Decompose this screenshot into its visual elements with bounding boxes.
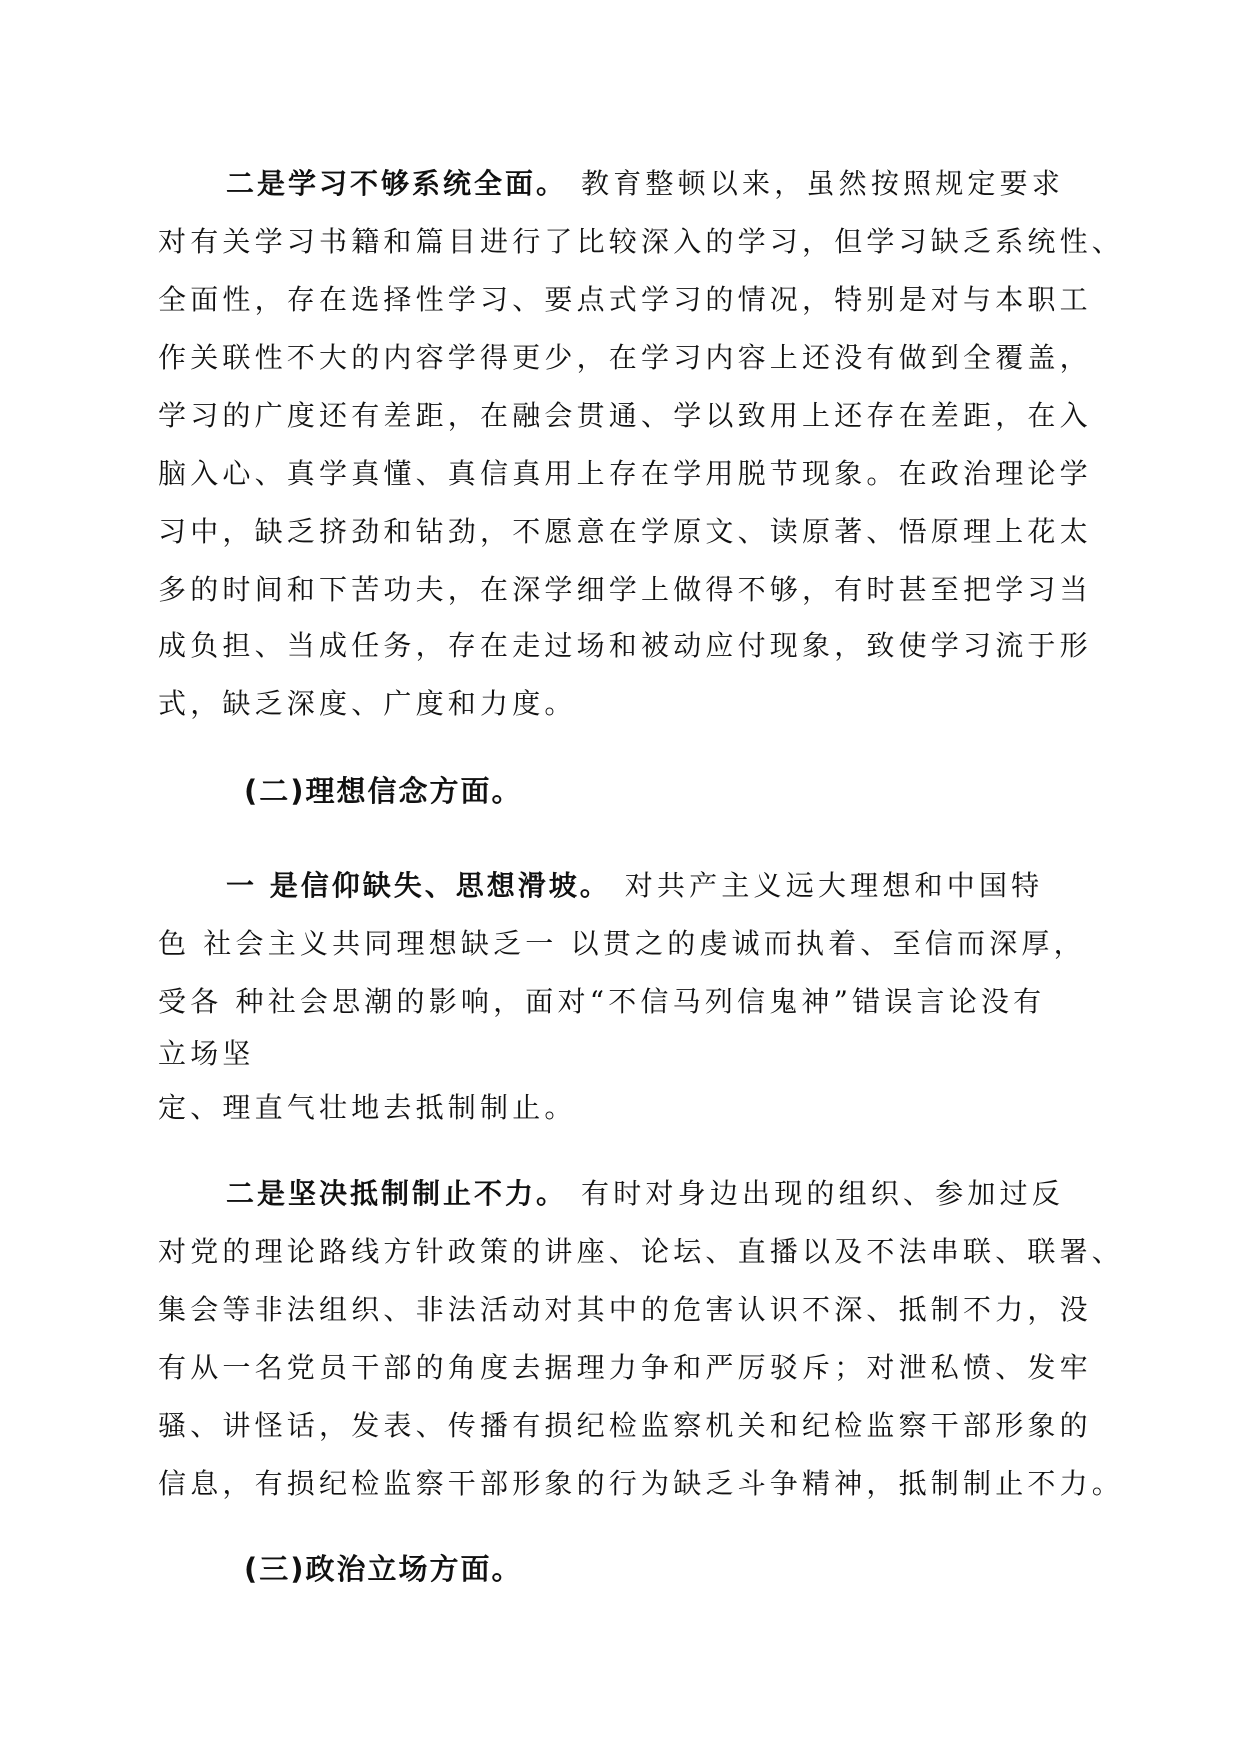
paragraph-study-line-6: 脑入心、真学真懂、真信真用上存在学用脱节现象。在政治理论学 [158, 457, 1092, 490]
paragraph-resist-line-1 [226, 1176, 1064, 1212]
section-heading-ideals: (二)理想信念方面。 [244, 774, 523, 808]
paragraph-study-text: 教育整顿以来，虽然按照规定要求 [581, 167, 1065, 200]
paragraph-belief-text: 对共产主义远大理想和中国特 [624, 869, 1044, 902]
paragraph-resist-text: 有时对身边出现的组织、参加过反 [581, 1177, 1065, 1210]
paragraph-study-line-1 [226, 166, 1064, 202]
paragraph-study-line-2: 对有关学习书籍和篇目进行了比较深入的学习，但学习缺乏系统性、 [158, 225, 1125, 258]
section-heading-political-stance: (三)政治立场方面。 [244, 1552, 523, 1586]
paragraph-study-line-3: 全面性，存在选择性学习、要点式学习的情况，特别是对与本职工 [158, 283, 1092, 316]
paragraph-resist-line-6: 信息，有损纪检监察干部形象的行为缺乏斗争精神，抵制制止不力。 [158, 1467, 1125, 1500]
paragraph-resist-line-5: 骚、讲怪话，发表、传播有损纪检监察机关和纪检监察干部形象的 [158, 1409, 1092, 1442]
paragraph-study-line-10: 式，缺乏深度、广度和力度。 [158, 687, 577, 720]
paragraph-study-line-4: 作关联性不大的内容学得更少，在学习内容上还没有做到全覆盖， [158, 341, 1092, 374]
paragraph-resist-line-3: 集会等非法组织、非法活动对其中的危害认识不深、抵制不力，没 [158, 1293, 1092, 1326]
paragraph-belief-lead: 一 是信仰缺失、思想滑坡。 [226, 869, 611, 902]
paragraph-belief-line-3: 受各 种社会思潮的影响，面对“不信马列信鬼神”错误言论没有 [158, 985, 1046, 1018]
paragraph-study-line-9: 成负担、当成任务，存在走过场和被动应付现象，致使学习流于形 [158, 629, 1092, 662]
paragraph-resist-line-2: 对党的理论路线方针政策的讲座、论坛、直播以及不法串联、联署、 [158, 1235, 1125, 1268]
paragraph-belief-line-4: 立场坚 [158, 1037, 255, 1070]
paragraph-belief-line-1 [226, 868, 1043, 904]
paragraph-study-lead: 二是学习不够系统全面。 [226, 167, 568, 200]
paragraph-study-line-8: 多的时间和下苦功夫，在深学细学上做得不够，有时甚至把学习当 [158, 573, 1092, 606]
paragraph-belief-line-5: 定、理直气壮地去抵制制止。 [158, 1091, 577, 1124]
paragraph-resist-line-4: 有从一名党员干部的角度去据理力争和严厉驳斥；对泄私愤、发牢 [158, 1351, 1092, 1384]
paragraph-study-line-5: 学习的广度还有差距，在融会贯通、学以致用上还存在差距，在入 [158, 399, 1092, 432]
paragraph-study-line-7: 习中，缺乏挤劲和钻劲，不愿意在学原文、读原著、悟原理上花太 [158, 515, 1092, 548]
paragraph-belief-line-2: 色 社会主义共同理想缺乏一 以贯之的虔诚而执着、至信而深厚， [158, 927, 1086, 960]
paragraph-resist-lead: 二是坚决抵制制止不力。 [226, 1177, 568, 1210]
